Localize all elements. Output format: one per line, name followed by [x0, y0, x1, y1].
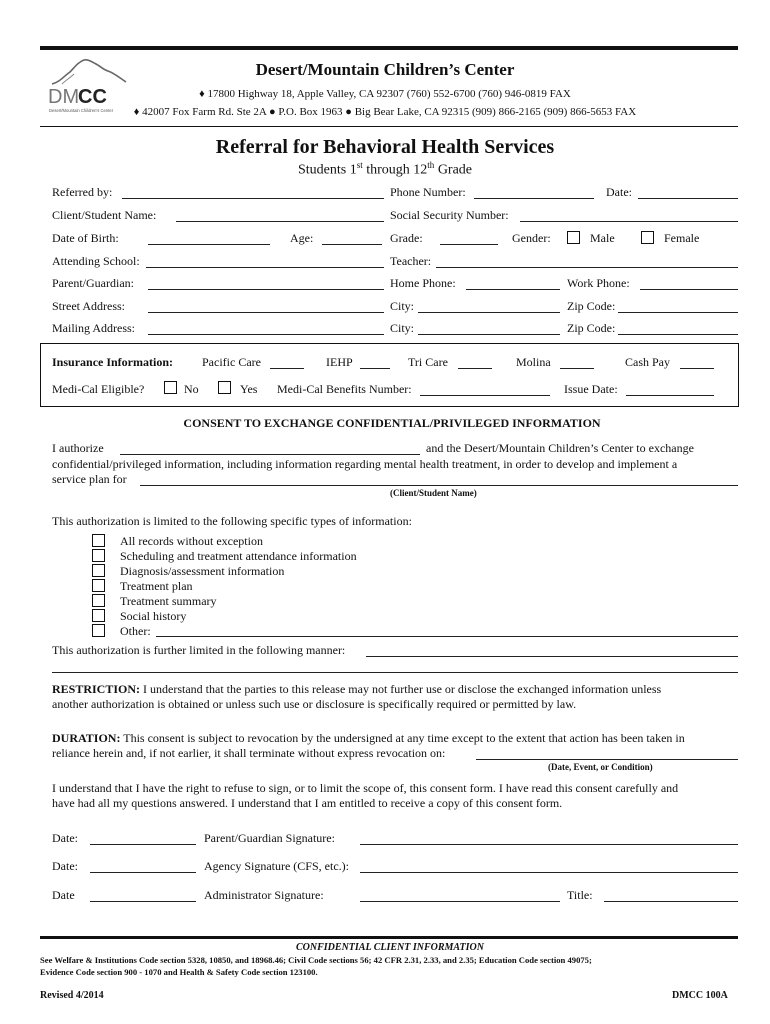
insurance-box	[40, 343, 739, 407]
option-diagnosis-checkbox[interactable]	[92, 564, 105, 577]
option-diagnosis-label: Diagnosis/assessment information	[120, 564, 285, 578]
consent-heading: CONSENT TO EXCHANGE CONFIDENTIAL/PRIVILEGED INFORMATION	[183, 416, 601, 430]
logo-cc: CC	[78, 86, 107, 108]
phone-number-field[interactable]	[474, 198, 594, 199]
service-plan-client-field[interactable]	[140, 485, 738, 486]
duration-caption: (Date, Event, or Condition)	[548, 762, 653, 772]
mailing-field[interactable]	[148, 334, 384, 335]
street-label: Street Address:	[52, 299, 125, 313]
parent-signature-field[interactable]	[360, 844, 738, 845]
form-id: DMCC 100A	[672, 990, 728, 1001]
authorize-party-field[interactable]	[120, 454, 420, 455]
option-other-field[interactable]	[156, 636, 738, 637]
agency-signature-field[interactable]	[360, 872, 738, 873]
school-label: Attending School:	[52, 254, 140, 268]
age-label: Age:	[290, 231, 314, 245]
female-label: Female	[664, 231, 700, 245]
sig-date2-field[interactable]	[90, 872, 196, 873]
medi-cal-yes-checkbox[interactable]	[218, 381, 231, 394]
understand-line1: I understand that I have the right to refuse to sign, or to limit the scope of, this consent form. I have read this consent carefully and	[52, 781, 679, 795]
limited-intro: This authorization is limited to the following specific types of information:	[52, 514, 412, 528]
option-other-label: Other:	[120, 624, 151, 638]
option-treatment-summary-label: Treatment summary	[120, 594, 217, 608]
header-rule	[40, 126, 738, 127]
option-social-history-label: Social history	[120, 609, 187, 623]
date-field[interactable]	[638, 198, 738, 199]
mailing-city-field[interactable]	[418, 334, 560, 335]
option-treatment-plan-label: Treatment plan	[120, 579, 193, 593]
parent-signature-label: Parent/Guardian Signature:	[204, 831, 335, 845]
confidential-label: CONFIDENTIAL CLIENT INFORMATION	[296, 942, 484, 953]
issue-date-field[interactable]	[626, 395, 714, 396]
zip-label: Zip Code:	[567, 299, 616, 313]
iehp-field[interactable]	[360, 368, 390, 369]
male-label: Male	[590, 231, 615, 245]
street-field[interactable]	[148, 312, 384, 313]
female-checkbox[interactable]	[641, 231, 654, 244]
i-authorize-label: I authorize	[52, 441, 104, 455]
city-field[interactable]	[418, 312, 560, 313]
option-social-history-checkbox[interactable]	[92, 609, 105, 622]
city-label: City:	[390, 299, 415, 313]
sig-date1-label: Date:	[52, 831, 78, 845]
option-treatment-summary-checkbox[interactable]	[92, 594, 105, 607]
client-name-field[interactable]	[176, 221, 384, 222]
top-rule	[40, 46, 738, 50]
benefits-number-label: Medi-Cal Benefits Number:	[277, 382, 412, 396]
grade-label: Grade:	[390, 231, 423, 245]
further-limited-field-2[interactable]	[52, 672, 738, 673]
sig-date2-label: Date:	[52, 859, 78, 873]
gender-label: Gender:	[512, 231, 551, 245]
admin-signature-label: Administrator Signature:	[204, 888, 324, 902]
address-line-1: ♦ 17800 Highway 18, Apple Valley, CA 92307 (760) 552-6700 (760) 946-0819 FAX	[199, 88, 571, 100]
option-scheduling-checkbox[interactable]	[92, 549, 105, 562]
molina-field[interactable]	[560, 368, 594, 369]
mailing-label: Mailing Address:	[52, 321, 135, 335]
tri-care-field[interactable]	[458, 368, 492, 369]
phone-number-label: Phone Number:	[390, 185, 466, 199]
pacific-care-field[interactable]	[270, 368, 304, 369]
restriction-line1: RESTRICTION: I understand that the parties to this release may not further use or disclose the exchanged information unless	[52, 682, 662, 696]
home-phone-label: Home Phone:	[390, 276, 456, 290]
insurance-label: Insurance Information:	[52, 355, 174, 369]
restriction-line2: another authorization is obtained or unless such use or disclosure is specifically required or permitted by law.	[52, 697, 577, 711]
form-subtitle: Students 1st through 12th Grade	[297, 160, 473, 178]
dob-field[interactable]	[148, 244, 270, 245]
duration-line1: DURATION: This consent is subject to revocation by the undersigned at any time except to the extent that action has been taken in	[52, 731, 685, 745]
age-field[interactable]	[322, 244, 382, 245]
duration-line2: reliance herein and, if not earlier, it shall terminate without express revocation on:	[52, 746, 446, 760]
parent-field[interactable]	[148, 289, 384, 290]
logo-tagline: Desert/Mountain Children's Center	[49, 108, 114, 113]
duration-field[interactable]	[476, 759, 738, 760]
teacher-field[interactable]	[436, 267, 738, 268]
tri-care-label: Tri Care	[408, 355, 448, 369]
referred-by-field[interactable]	[122, 198, 384, 199]
sig-date1-field[interactable]	[90, 844, 196, 845]
school-field[interactable]	[146, 267, 384, 268]
footer-rule	[40, 936, 738, 939]
medi-cal-eligible-label: Medi-Cal Eligible?	[52, 382, 145, 396]
mailing-zip-field[interactable]	[618, 334, 738, 335]
org-name: Desert/Mountain Children’s Center	[255, 60, 515, 79]
medi-cal-no-checkbox[interactable]	[164, 381, 177, 394]
pacific-care-label: Pacific Care	[202, 355, 261, 369]
grade-field[interactable]	[440, 244, 498, 245]
option-scheduling-label: Scheduling and treatment attendance information	[120, 549, 357, 563]
ssn-label: Social Security Number:	[390, 208, 509, 222]
dob-label: Date of Birth:	[52, 231, 119, 245]
molina-label: Molina	[516, 355, 551, 369]
home-phone-field[interactable]	[466, 289, 560, 290]
title-field[interactable]	[604, 901, 738, 902]
form-title: Referral for Behavioral Health Services	[215, 136, 555, 158]
title-label: Title:	[567, 888, 593, 902]
benefits-number-field[interactable]	[420, 395, 550, 396]
male-checkbox[interactable]	[567, 231, 580, 244]
code-sections-line2: Evidence Code section 900 - 1070 and Health & Safety Code section 123100.	[40, 967, 318, 977]
ssn-field[interactable]	[520, 221, 738, 222]
mailing-city-label: City:	[390, 321, 415, 335]
code-sections-line1: See Welfare & Institutions Code section 5328, 10850, and 18968.46; Civil Code sections 56; 42 CFR 2.31, 2.33, and 2.35; Education Code section 49075;	[40, 955, 592, 965]
issue-date-label: Issue Date:	[564, 382, 618, 396]
revised-date: Revised 4/2014	[40, 990, 104, 1001]
agency-signature-label: Agency Signature (CFS, etc.):	[204, 859, 349, 873]
cash-pay-field[interactable]	[680, 368, 714, 369]
sig-date3-field[interactable]	[90, 901, 196, 902]
work-phone-field[interactable]	[640, 289, 738, 290]
referred-by-label: Referred by:	[52, 185, 113, 199]
further-limited-field[interactable]	[366, 656, 738, 657]
mailing-zip-label: Zip Code:	[567, 321, 616, 335]
admin-signature-field[interactable]	[360, 901, 560, 902]
option-treatment-plan-checkbox[interactable]	[92, 579, 105, 592]
teacher-label: Teacher:	[390, 254, 432, 268]
work-phone-label: Work Phone:	[567, 276, 630, 290]
logo-dm: DM	[48, 86, 80, 108]
further-limited-label: This authorization is further limited in the following manner:	[52, 643, 346, 657]
cash-pay-label: Cash Pay	[625, 355, 670, 369]
zip-field[interactable]	[618, 312, 738, 313]
option-all-records-label: All records without exception	[120, 534, 263, 548]
sig-date3-label: Date	[52, 888, 75, 902]
consent-line3: service plan for	[52, 472, 127, 486]
understand-line2: have had all my questions answered. I understand that I am entitled to receive a copy of this consent form.	[52, 796, 563, 810]
address-line-2: ♦ 42007 Fox Farm Rd. Ste 2A ● P.O. Box 1963 ● Big Bear Lake, CA 92315 (909) 866-2165 (909) 866-5653 FAX	[133, 106, 637, 118]
medi-cal-no-label: No	[184, 382, 199, 396]
client-name-caption: (Client/Student Name)	[390, 488, 477, 498]
consent-line1-end: and the Desert/Mountain Children’s Center to exchange	[426, 441, 694, 455]
medi-cal-yes-label: Yes	[240, 382, 258, 396]
date-label: Date:	[606, 185, 632, 199]
parent-label: Parent/Guardian:	[52, 276, 134, 290]
option-all-records-checkbox[interactable]	[92, 534, 105, 547]
iehp-label: IEHP	[326, 355, 353, 369]
client-name-label: Client/Student Name:	[52, 208, 157, 222]
consent-line2: confidential/privileged information, including information regarding mental health treatment, in order to develop and implement a	[52, 457, 678, 471]
option-other-checkbox[interactable]	[92, 624, 105, 637]
